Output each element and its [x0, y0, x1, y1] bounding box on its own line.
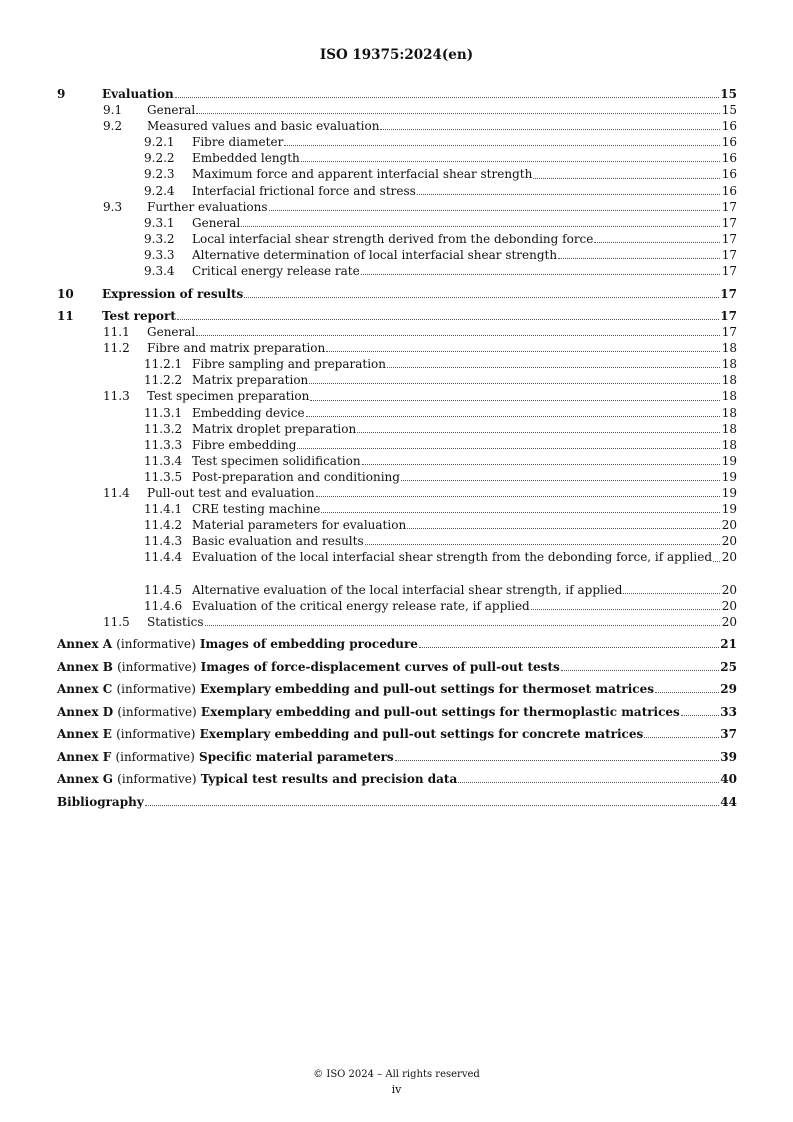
- annex-title[interactable]: Images of embedding procedure: [199, 637, 418, 652]
- toc-page: 16: [721, 151, 737, 166]
- dot-leader: [644, 736, 719, 738]
- toc-title[interactable]: Fibre diameter: [192, 135, 284, 150]
- dot-leader: [177, 318, 719, 320]
- toc-page: 20: [721, 598, 737, 613]
- toc-entry-11-3-3[interactable]: [57, 437, 737, 453]
- toc-number: 11.4.2: [144, 518, 183, 533]
- toc-title[interactable]: General: [147, 325, 196, 340]
- toc-entry-9-1[interactable]: [57, 102, 737, 118]
- annex-title[interactable]: Exemplary embedding and pull-out settings for concrete matrices: [199, 727, 644, 742]
- toc-title[interactable]: Matrix droplet preparation: [192, 421, 357, 436]
- toc-number: 9.2.3: [144, 167, 175, 182]
- toc-page: 19: [721, 486, 737, 501]
- toc-page: 20: [721, 518, 737, 533]
- toc-entry-11-4-5[interactable]: [57, 582, 737, 598]
- toc-number: 10: [57, 286, 74, 301]
- dot-leader: [310, 399, 720, 401]
- toc-number: 11.3.5: [144, 469, 183, 484]
- document-id: ISO 19375:2024(en): [319, 47, 474, 63]
- dot-leader: [175, 96, 720, 98]
- toc-number: 9.2.2: [144, 151, 175, 166]
- dot-leader: [321, 511, 720, 513]
- toc-title[interactable]: Test report: [102, 309, 176, 323]
- toc-page: 29: [720, 682, 737, 697]
- dot-leader: [362, 463, 720, 465]
- toc-entry-11-2[interactable]: [57, 340, 737, 356]
- annex-title[interactable]: Exemplary embedding and pull-out settings for thermoplastic matrices: [200, 704, 680, 719]
- annex-kind: (informative): [115, 749, 195, 764]
- toc-title[interactable]: Interfacial frictional force and stress: [192, 183, 416, 198]
- toc-entry-11-2-2[interactable]: [57, 372, 737, 388]
- toc-page: 19: [721, 453, 737, 468]
- toc-page: 25: [720, 659, 737, 674]
- toc-number: 11.3.1: [144, 405, 183, 420]
- toc-entry-9-2[interactable]: [57, 118, 737, 134]
- toc-entry-9-3-2[interactable]: [57, 231, 737, 247]
- page-footer: [0, 1067, 793, 1097]
- dot-leader: [284, 144, 720, 146]
- dot-leader: [306, 415, 720, 417]
- toc-title[interactable]: Alternative evaluation of the local interfacial shear strength, if applied: [192, 582, 623, 597]
- toc-number: 9.2.4: [144, 183, 175, 198]
- toc-number: 9.3.4: [144, 264, 175, 279]
- toc-entry-11-2-1[interactable]: [57, 356, 737, 372]
- page-number: iv: [391, 1083, 402, 1096]
- toc-number: 9.3.1: [144, 215, 175, 230]
- toc-title[interactable]: Fibre and matrix preparation: [147, 341, 326, 356]
- toc-page: 18: [721, 405, 737, 420]
- toc-annex-f[interactable]: [57, 749, 737, 765]
- toc-page: 44: [720, 794, 737, 809]
- dot-leader: [196, 334, 720, 336]
- toc-number: 11.2: [103, 341, 130, 356]
- toc-entry-11-3[interactable]: [57, 388, 737, 404]
- toc-entry-9-3-1[interactable]: [57, 215, 737, 231]
- toc-title[interactable]: Matrix preparation: [192, 373, 309, 388]
- toc-number: 11.2.2: [144, 373, 183, 388]
- toc-page: 16: [721, 135, 737, 150]
- toc-annex-g[interactable]: [57, 771, 737, 787]
- dot-leader: [326, 350, 720, 352]
- dot-leader: [531, 608, 720, 610]
- toc-title[interactable]: Critical energy release rate: [192, 264, 360, 279]
- toc-entry-11-5[interactable]: [57, 614, 737, 630]
- toc-number: 11: [57, 309, 74, 323]
- toc-entry-9-2-3[interactable]: [57, 166, 737, 182]
- annex-label: Annex E: [57, 727, 112, 742]
- dot-leader: [417, 193, 720, 195]
- toc-entry-11-3-4[interactable]: [57, 453, 737, 469]
- dot-leader: [241, 225, 720, 227]
- toc-page: 19: [721, 469, 737, 484]
- toc-number: 9.3.2: [144, 231, 175, 246]
- toc-page: 17: [720, 286, 737, 301]
- annex-label: Annex F: [57, 749, 112, 764]
- toc-title[interactable]: Post-preparation and conditioning: [192, 469, 400, 484]
- toc-number: 11.4.1: [144, 502, 183, 517]
- toc-number: 11.4.4: [144, 550, 183, 565]
- toc-entry-11-4[interactable]: [57, 485, 737, 501]
- toc-entry-11-3-1[interactable]: [57, 405, 737, 421]
- annex-label: Annex A: [57, 637, 113, 652]
- toc-title[interactable]: Bibliography: [57, 794, 144, 809]
- annex-kind: (informative): [117, 704, 197, 719]
- toc-page: 18: [721, 357, 737, 372]
- table-of-contents: [57, 86, 737, 810]
- dot-leader: [387, 366, 720, 368]
- toc-page: 40: [720, 772, 737, 787]
- annex-label: Annex D: [57, 704, 114, 719]
- annex-kind: (informative): [116, 727, 196, 742]
- toc-title[interactable]: Alternative determination of local interfacial shear strength: [192, 247, 558, 262]
- toc-page: 18: [721, 421, 737, 436]
- annex-kind: (informative): [116, 637, 196, 652]
- toc-page: 16: [721, 167, 737, 182]
- toc-page: 21: [720, 637, 737, 652]
- toc-title[interactable]: Maximum force and apparent interfacial shear strength: [192, 167, 533, 182]
- toc-title[interactable]: Evaluation of the local interfacial shear strength from the debonding force, if applied: [192, 550, 713, 565]
- annex-title[interactable]: Exemplary embedding and pull-out settings for thermoset matrices: [200, 682, 654, 697]
- toc-title[interactable]: Measured values and basic evaluation: [147, 119, 380, 134]
- toc-title[interactable]: Fibre embedding: [192, 437, 297, 452]
- dot-leader: [301, 160, 720, 162]
- toc-number: 9.3.3: [144, 247, 175, 262]
- toc-entry-9-2-1[interactable]: [57, 134, 737, 150]
- toc-number: 11.3.4: [144, 453, 183, 468]
- dot-leader: [297, 447, 720, 449]
- toc-number: 11.3: [103, 389, 130, 404]
- dot-leader: [244, 296, 719, 298]
- toc-annex-b[interactable]: [57, 659, 737, 675]
- toc-title[interactable]: General: [147, 103, 196, 118]
- annex-kind: (informative): [117, 659, 197, 674]
- toc-title[interactable]: CRE testing machine: [192, 502, 321, 517]
- toc-page: 37: [720, 727, 737, 742]
- dot-leader: [361, 273, 720, 275]
- toc-title[interactable]: Embedding device: [192, 405, 305, 420]
- toc-entry-11-1[interactable]: [57, 324, 737, 340]
- toc-title[interactable]: Pull-out test and evaluation: [147, 486, 315, 501]
- toc-entry-9-3[interactable]: [57, 199, 737, 215]
- toc-entry-11-4-3[interactable]: [57, 533, 737, 549]
- toc-number: 9: [57, 87, 66, 101]
- toc-title[interactable]: Statistics: [147, 614, 204, 629]
- toc-number: 9.3: [103, 199, 123, 214]
- toc-title[interactable]: Test specimen solidification: [192, 453, 361, 468]
- toc-annex-c[interactable]: [57, 681, 737, 697]
- toc-entry-11-4-2[interactable]: [57, 517, 737, 533]
- dot-leader: [309, 382, 720, 384]
- toc-title[interactable]: Test specimen preparation: [147, 389, 310, 404]
- toc-number: 11.1: [103, 325, 130, 340]
- dot-leader: [269, 209, 720, 211]
- dot-leader: [145, 804, 720, 806]
- toc-title[interactable]: Further evaluations: [147, 199, 268, 214]
- dot-leader: [713, 560, 720, 562]
- dot-leader: [205, 624, 720, 626]
- toc-entry-11-3-2[interactable]: [57, 421, 737, 437]
- dot-leader: [365, 543, 720, 545]
- toc-page: 17: [721, 231, 737, 246]
- annex-label: Annex G: [57, 772, 113, 787]
- toc-bibliography[interactable]: [57, 794, 737, 810]
- toc-number: 11.3.3: [144, 437, 183, 452]
- annex-title[interactable]: Typical test results and precision data: [200, 772, 458, 787]
- toc-entry-11-4-4[interactable]: [57, 549, 737, 581]
- document-header: [0, 47, 793, 63]
- dot-leader: [623, 592, 720, 594]
- toc-page: 18: [721, 389, 737, 404]
- annex-label: Annex C: [57, 682, 113, 697]
- toc-title[interactable]: Embedded length: [192, 151, 300, 166]
- dot-leader: [401, 479, 720, 481]
- toc-entry-9-3-4[interactable]: [57, 263, 737, 279]
- toc-title[interactable]: General: [192, 215, 241, 230]
- toc-entry-9-3-3[interactable]: [57, 247, 737, 263]
- toc-title[interactable]: Basic evaluation and results: [192, 534, 364, 549]
- toc-entry-11-4-1[interactable]: [57, 501, 737, 517]
- toc-title[interactable]: Evaluation of the critical energy release rate, if applied: [192, 598, 530, 613]
- toc-number: 9.2.1: [144, 135, 175, 150]
- dot-leader: [655, 691, 719, 693]
- toc-page: 20: [721, 550, 737, 565]
- annex-kind: (informative): [116, 682, 196, 697]
- toc-page: 17: [721, 264, 737, 279]
- toc-page: 19: [721, 502, 737, 517]
- toc-annex-a[interactable]: [57, 636, 737, 652]
- toc-page: 17: [721, 215, 737, 230]
- toc-title[interactable]: Material parameters for evaluation: [192, 518, 407, 533]
- copyright-notice: © ISO 2024 – All rights reserved: [313, 1069, 480, 1080]
- dot-leader: [533, 177, 720, 179]
- dot-leader: [594, 241, 720, 243]
- dot-leader: [561, 669, 720, 671]
- annex-label: Annex B: [57, 659, 113, 674]
- annex-title[interactable]: Images of force-displacement curves of pull-out tests: [200, 659, 560, 674]
- dot-leader: [196, 112, 720, 114]
- toc-page: 18: [721, 437, 737, 452]
- dot-leader: [357, 431, 720, 433]
- toc-number: 9.2: [103, 119, 123, 134]
- toc-page: 18: [721, 373, 737, 388]
- dot-leader: [395, 759, 720, 761]
- toc-page: 17: [721, 247, 737, 262]
- toc-page: 17: [721, 199, 737, 214]
- toc-number: 11.5: [103, 614, 130, 629]
- toc-entry-9-2-4[interactable]: [57, 183, 737, 199]
- toc-page: 15: [720, 87, 737, 101]
- toc-entry-11-3-5[interactable]: [57, 469, 737, 485]
- toc-annex-e[interactable]: [57, 726, 737, 742]
- toc-entry-11[interactable]: [57, 308, 737, 324]
- toc-title[interactable]: Local interfacial shear strength derived from the debonding force: [192, 231, 594, 246]
- toc-page: 17: [720, 309, 737, 323]
- dot-leader: [681, 714, 719, 716]
- toc-title[interactable]: Evaluation: [102, 87, 174, 101]
- toc-entry-11-4-6[interactable]: [57, 598, 737, 614]
- toc-page: 15: [721, 103, 737, 118]
- toc-page: 20: [721, 534, 737, 549]
- toc-number: 11.2.1: [144, 357, 183, 372]
- toc-title[interactable]: Fibre sampling and preparation: [192, 357, 387, 372]
- toc-entry-9-2-2[interactable]: [57, 150, 737, 166]
- dot-leader: [407, 527, 720, 529]
- toc-number: 9.1: [103, 103, 123, 118]
- toc-annex-d[interactable]: [57, 704, 737, 720]
- toc-number: 11.4.3: [144, 534, 183, 549]
- dot-leader: [380, 128, 720, 130]
- toc-page: 39: [720, 749, 737, 764]
- toc-page: 18: [721, 341, 737, 356]
- toc-number: 11.4: [103, 486, 130, 501]
- annex-kind: (informative): [117, 772, 197, 787]
- dot-leader: [458, 781, 719, 783]
- toc-page: 20: [721, 614, 737, 629]
- toc-page: 16: [721, 119, 737, 134]
- dot-leader: [558, 257, 720, 259]
- annex-title[interactable]: Specific material parameters: [199, 749, 394, 764]
- toc-number: 11.4.5: [144, 582, 183, 597]
- toc-page: 33: [720, 704, 737, 719]
- toc-number: 11.4.6: [144, 598, 183, 613]
- toc-page: 20: [721, 582, 737, 597]
- toc-entry-9[interactable]: [57, 86, 737, 102]
- toc-title[interactable]: Expression of results: [102, 286, 244, 301]
- toc-page: 16: [721, 183, 737, 198]
- dot-leader: [316, 495, 720, 497]
- toc-entry-10[interactable]: [57, 286, 737, 302]
- dot-leader: [419, 646, 719, 648]
- toc-page: 17: [721, 325, 737, 340]
- toc-number: 11.3.2: [144, 421, 183, 436]
